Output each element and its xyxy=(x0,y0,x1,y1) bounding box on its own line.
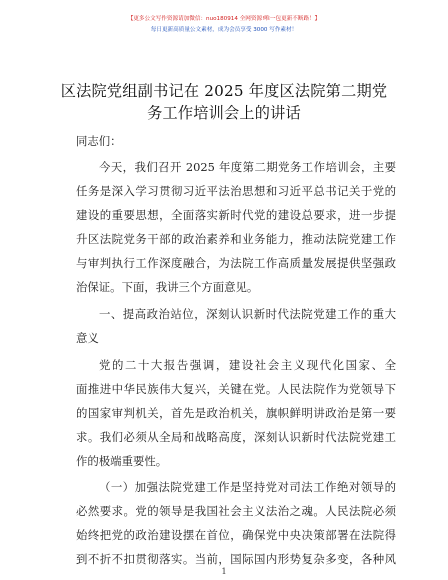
body-line: 今天，我们召开 2025 年度第二期党务工作培训会，主要 xyxy=(99,160,396,174)
page-number: 1 xyxy=(221,567,227,576)
body-line: 的国家审判机关，首先是政治机关，旗帜鲜明讲政治是第一要 xyxy=(76,406,396,420)
body-line: 任务是深入学习贯彻习近平法治思想和习近平总书记关于党的 xyxy=(76,184,396,198)
title-line-1: 区法院党组副书记在 2025 年度区法院第二期党 xyxy=(60,82,388,100)
body-line: 必然要求。党的领导是我国社会主义法治之魂。人民法院必须 xyxy=(76,504,396,518)
body-line: 面推进中华民族伟大复兴，关键在党。人民法院作为党领导下 xyxy=(76,382,396,396)
promo-banner-line-2: 每日更新高质量公文素材，成为会员享受 3000 写作素材！ xyxy=(150,27,298,33)
section-heading-line: 意义 xyxy=(76,331,99,345)
document-title xyxy=(54,80,394,124)
body-line: 建设的重要思想，全面落实新时代党的建设总要求，进一步提 xyxy=(76,208,396,222)
body-line: 作的极端重要性。 xyxy=(76,454,168,468)
title-line-2: 务工作培训会上的讲话 xyxy=(147,104,301,122)
salutation: 同志们： xyxy=(76,134,122,148)
body-line: 升区法院党务干部的政治素养和业务能力，推动法院党建工作 xyxy=(76,232,396,246)
body-line: 治保证。下面，我讲三个方面意见。 xyxy=(76,280,259,294)
body-line: 求。我们必须从全局和战略高度，深刻认识新时代法院党建工 xyxy=(76,430,396,444)
body-line: 到不折不扣贯彻落实。当前，国际国内形势复杂多变，各种风 xyxy=(76,552,396,566)
promo-banner-line-1: 【更多公文写作资源请加微信：nuo180914 全网资源!唯一包更新不断路！】 xyxy=(127,16,321,22)
body-line: 与审判执行工作深度融合，为法院工作高质量发展提供坚强政 xyxy=(76,256,396,270)
section-heading-line: 一、提高政治站位，深刻认识新时代法院党建工作的重大 xyxy=(99,307,396,321)
body-line: 始终把党的政治建设摆在首位，确保党中央决策部署在法院得 xyxy=(76,528,396,542)
body-line: 党的二十大报告强调，建设社会主义现代化国家、全 xyxy=(99,358,396,372)
subsection-line: （一）加强法院党建工作是坚持党对司法工作绝对领导的 xyxy=(99,480,396,494)
